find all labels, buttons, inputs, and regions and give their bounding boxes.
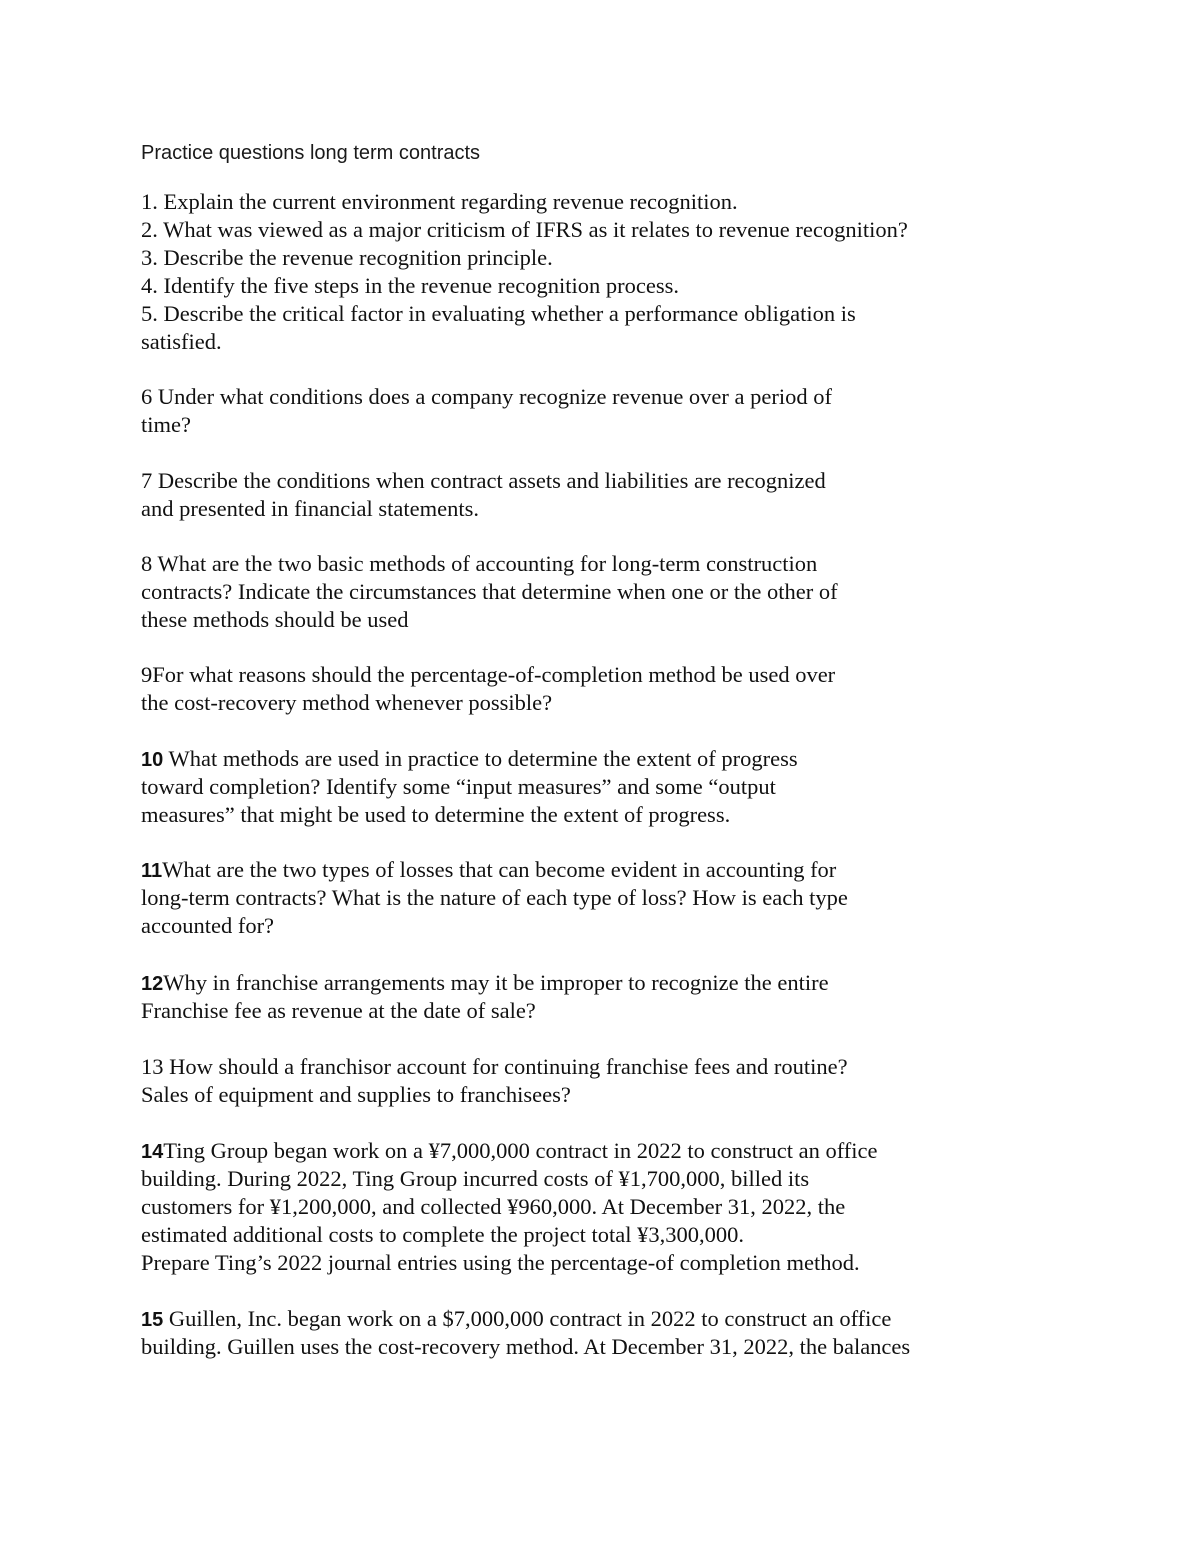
line-text: long-term contracts? What is the nature of each type of loss? How is each type [141, 885, 848, 910]
text-line [141, 328, 222, 356]
line-text: Franchise fee as revenue at the date of sale? [141, 998, 536, 1023]
line-text: 9For what reasons should the percentage-of-completion method be used over [141, 662, 836, 687]
line-text: What are the two types of losses that can become evident in accounting for [162, 857, 837, 882]
line-text: 1. Explain the current environment regarding revenue recognition. [141, 189, 738, 214]
line-text: Sales of equipment and supplies to franchisees? [141, 1082, 571, 1107]
text-line [141, 1137, 878, 1166]
text-line [141, 884, 848, 912]
text-line [141, 689, 552, 717]
text-line [141, 606, 408, 634]
line-text: Prepare Ting’s 2022 journal entries using the percentage-of completion method. [141, 1250, 860, 1275]
text-line [141, 969, 829, 998]
text-line [141, 467, 826, 495]
line-text: toward completion? Identify some “input measures” and some “output [141, 774, 776, 799]
text-line [141, 272, 679, 300]
line-text: customers for ¥1,200,000, and collected ¥960,000. At December 31, 2022, the [141, 1194, 846, 1219]
question-number: 14 [141, 1141, 164, 1163]
line-text: measures” that might be used to determine the extent of progress. [141, 802, 731, 827]
text-line [141, 661, 835, 689]
line-text: accounted for? [141, 913, 275, 938]
line-text: 2. What was viewed as a major criticism of IFRS as it relates to revenue recognition? [141, 217, 908, 242]
question-number: 15 [141, 1309, 164, 1331]
text-line [141, 997, 536, 1025]
line-text: Guillen, Inc. began work on a $7,000,000 contract in 2022 to construct an office [163, 1306, 892, 1331]
line-text: satisfied. [141, 329, 222, 354]
text-line [141, 244, 553, 272]
text-line [141, 1249, 860, 1277]
document-title: Practice questions long term contracts [141, 142, 481, 164]
text-line [141, 1305, 891, 1334]
line-text: the cost-recovery method whenever possible? [141, 690, 553, 715]
text-line [141, 1193, 845, 1221]
question-number: 11 [141, 860, 163, 882]
line-text: 4. Identify the five steps in the revenue recognition process. [141, 273, 679, 298]
text-line [141, 300, 856, 328]
line-text: 13 How should a franchisor account for continuing franchise fees and routine? [141, 1054, 848, 1079]
line-text: building. During 2022, Ting Group incurred costs of ¥1,700,000, billed its [141, 1166, 810, 1191]
line-text: 3. Describe the revenue recognition principle. [141, 245, 553, 270]
line-text: Ting Group began work on a ¥7,000,000 contract in 2022 to construct an office [163, 1138, 878, 1163]
text-line [141, 578, 838, 606]
line-text: What methods are used in practice to determine the extent of progress [163, 746, 798, 771]
text-line [141, 1081, 571, 1109]
text-line [141, 188, 738, 216]
line-text: 8 What are the two basic methods of accounting for long-term construction [141, 551, 818, 576]
text-line [141, 745, 798, 774]
line-text: and presented in financial statements. [141, 496, 480, 521]
line-text: Why in franchise arrangements may it be improper to recognize the entire [163, 970, 829, 995]
line-text: these methods should be used [141, 607, 409, 632]
text-line [141, 1333, 910, 1361]
line-text: contracts? Indicate the circumstances that determine when one or the other of [141, 579, 838, 604]
line-text: 7 Describe the conditions when contract assets and liabilities are recognized [141, 468, 826, 493]
text-line [141, 216, 908, 244]
text-line [141, 411, 191, 439]
line-text: 6 Under what conditions does a company recognize revenue over a period of [141, 384, 832, 409]
question-number: 10 [141, 749, 164, 771]
line-text: 5. Describe the critical factor in evaluating whether a performance obligation is [141, 301, 856, 326]
line-text: building. Guillen uses the cost-recovery method. At December 31, 2022, the balances [141, 1334, 911, 1359]
text-line [141, 1221, 744, 1249]
text-line [141, 912, 274, 940]
text-line [141, 773, 776, 801]
text-line [141, 801, 730, 829]
text-line [141, 1053, 848, 1081]
text-line [141, 1165, 809, 1193]
line-text: time? [141, 412, 191, 437]
question-number: 12 [141, 973, 164, 995]
text-line [141, 383, 832, 411]
text-line [141, 856, 836, 885]
line-text: estimated additional costs to complete the project total ¥3,300,000. [141, 1222, 744, 1247]
text-line [141, 495, 479, 523]
text-line [141, 550, 817, 578]
